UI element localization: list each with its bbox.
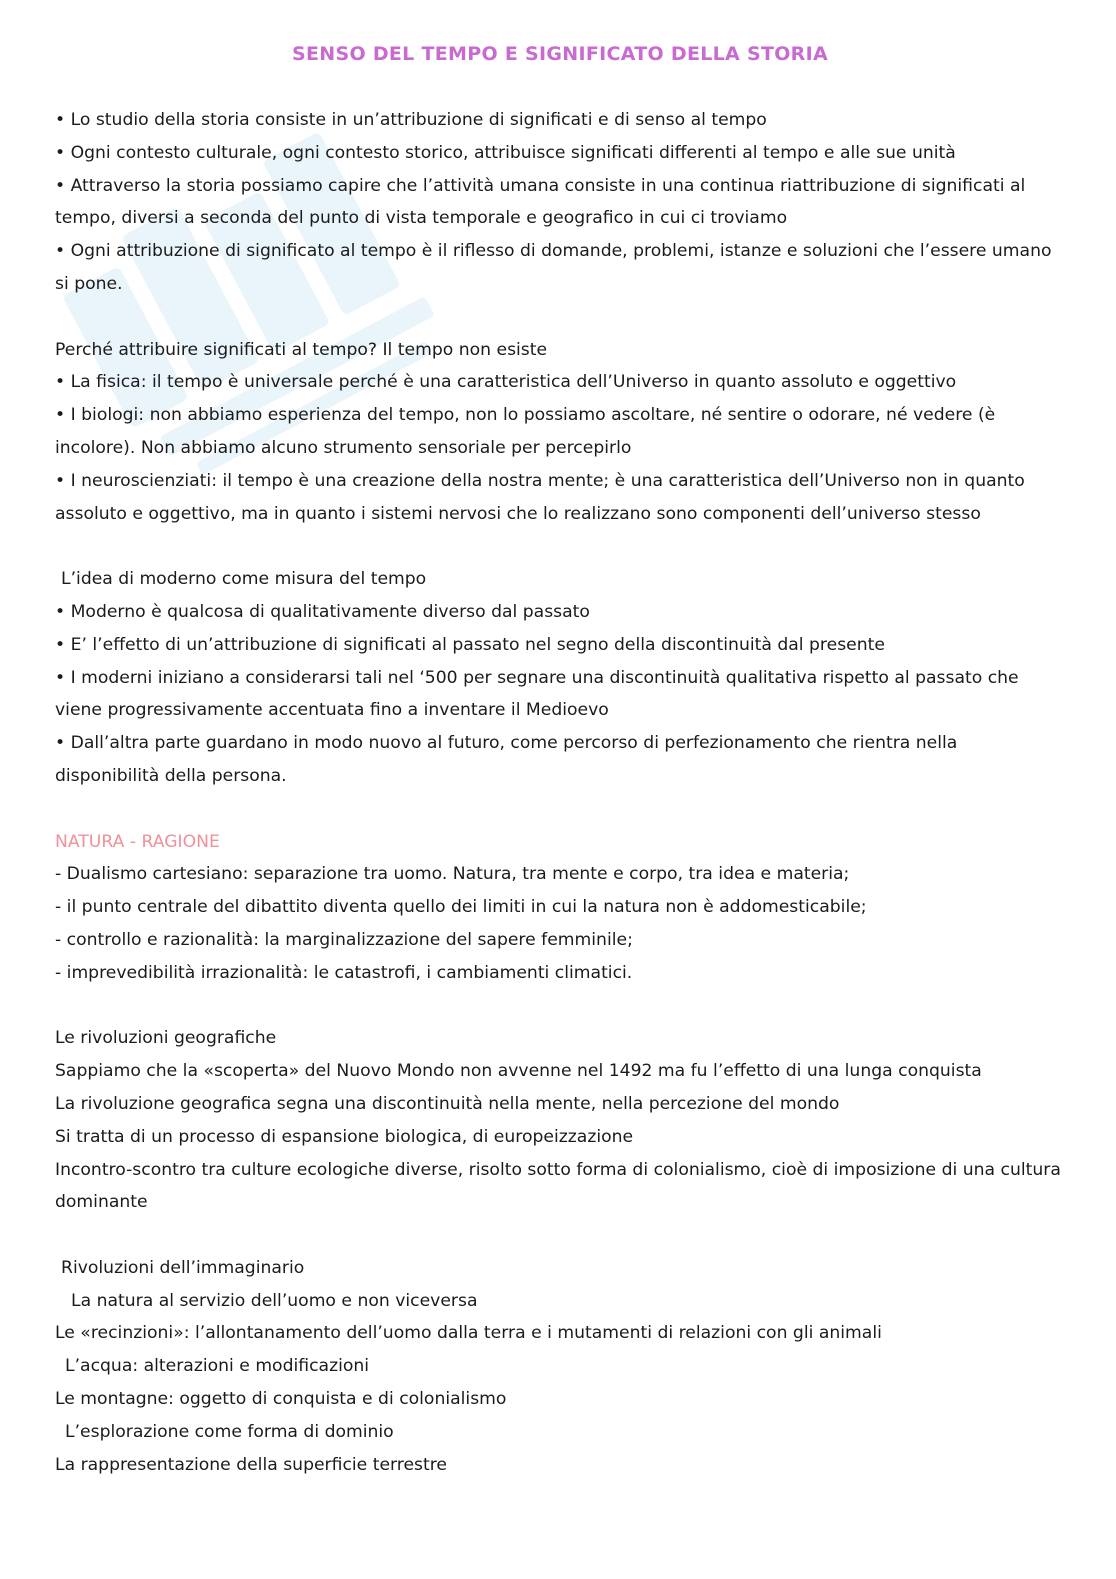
text-line: Le montagne: oggetto di conquista e di colonialismo [55, 1389, 507, 1410]
section-rivoluzioni-immaginario [55, 1252, 1065, 1482]
text-line: La rappresentazione della superficie terrestre [55, 1454, 448, 1475]
section-moderno [55, 563, 1065, 793]
dash-item: - controllo e razionalità: la marginalizzazione del sapere femminile; [55, 929, 633, 950]
text-line: La rivoluzione geografica segna una discontinuità nella mente, nella percezione del mondo [55, 1093, 840, 1114]
spacer [55, 1219, 1065, 1252]
spacer [55, 301, 1065, 334]
dash-item: - imprevedibilità irrazionalità: le catastrofi, i cambiamenti climatici. [55, 962, 633, 983]
bullet-item: • I moderni iniziano a considerarsi tali nel ‘500 per segnare una discontinuità qualitativa rispetto al passato che viene progressivamente accentuata fino a inventare il Medioevo [55, 667, 1019, 721]
bullet-item: • Dall’altra parte guardano in modo nuovo al futuro, come percorso di perfezionamento che rientra nella disponibilità della persona. [55, 733, 958, 786]
bullet-item: • Ogni attribuzione di significato al tempo è il riflesso di domande, problemi, istanze e soluzioni che l’essere umano si pone. [55, 241, 1052, 294]
section-heading: Perché attribuire significati al tempo? Il tempo non esiste [55, 339, 548, 360]
text-line: L’esplorazione come forma di dominio [65, 1421, 394, 1442]
bullet-item: • E’ l’effetto di un’attribuzione di significati al passato nel segno della discontinuità dal presente [55, 634, 885, 655]
bullet-item: • Lo studio della storia consiste in un’attribuzione di significati e di senso al tempo [55, 110, 767, 130]
bullet-item: • I biologi: non abbiamo esperienza del tempo, non lo possiamo ascoltare, né sentire o odorare, né vedere (è incolore). Non abbiamo alcuno strumento sensoriale per percepirlo [55, 405, 996, 458]
bullet-item: • Ogni contesto culturale, ogni contesto storico, attribuisce significati differenti al tempo e alle sue unità [55, 142, 956, 163]
section-heading: Le rivoluzioni geografiche [55, 1028, 277, 1049]
dash-item: - Dualismo cartesiano: separazione tra uomo. Natura, tra mente e corpo, tra idea e materia; [55, 864, 850, 885]
text-line: Sappiamo che la «scoperta» del Nuovo Mondo non avvenne nel 1492 ma fu l’effetto di una lunga conquista [55, 1061, 982, 1082]
page-title: SENSO DEL TEMPO E SIGNIFICATO DELLA STORIA [292, 43, 828, 65]
spacer [55, 793, 1065, 826]
dash-item: - il punto centrale del dibattito diventa quello dei limiti in cui la natura non è addomesticabile; [55, 897, 867, 918]
text-line: La natura al servizio dell’uomo e non viceversa [71, 1290, 478, 1311]
bullet-item: • Attraverso la storia possiamo capire che l’attività umana consiste in una continua riattribuzione di significati al tempo, diversi a seconda del punto di vista temporale e geografico in cui ci troviamo [55, 175, 1026, 229]
section-rivoluzioni-geografiche [55, 1022, 1065, 1219]
spacer [55, 990, 1065, 1023]
bullet-item: • La fisica: il tempo è universale perché è una caratteristica dell’Universo in quanto assoluto e oggettivo [55, 372, 957, 393]
section-intro [55, 104, 1065, 301]
section-heading-accent: NATURA - RAGIONE [55, 831, 220, 852]
text-line: Incontro-scontro tra culture ecologiche diverse, risolto sotto forma di colonialismo, cioè di imposizione di una cultura dominante [55, 1159, 1061, 1213]
text-line: L’acqua: alterazioni e modificazioni [65, 1356, 370, 1377]
section-tempo [55, 334, 1065, 531]
document-page [55, 40, 1065, 1481]
spacer [55, 530, 1065, 563]
section-natura-ragione [55, 826, 1065, 990]
text-line: Le «recinzioni»: l’allontanamento dell’uomo dalla terra e i mutamenti di relazioni con gli animali [55, 1323, 882, 1344]
bullet-item: • I neuroscienziati: il tempo è una creazione della nostra mente; è una caratteristica dell’Universo non in quanto assoluto e oggettivo, ma in quanto i sistemi nervosi che lo realizzano sono componenti dell’universo stesso [55, 470, 1025, 524]
section-heading: Rivoluzioni dell’immaginario [61, 1257, 305, 1278]
text-line: Si tratta di un processo di espansione biologica, di europeizzazione [55, 1126, 634, 1147]
bullet-item: • Moderno è qualcosa di qualitativamente diverso dal passato [55, 601, 590, 622]
section-heading: L’idea di moderno come misura del tempo [61, 569, 427, 590]
